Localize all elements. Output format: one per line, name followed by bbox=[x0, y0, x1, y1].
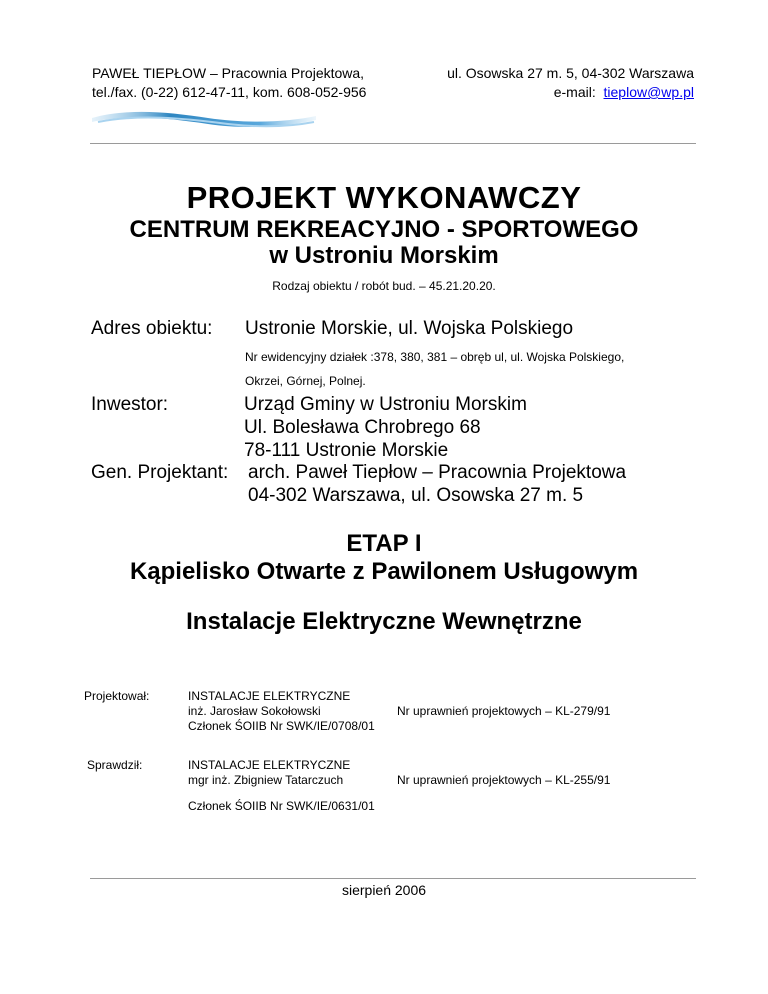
stage-scope: Instalacje Elektryczne Wewnętrzne bbox=[186, 608, 582, 635]
wave-logo-icon bbox=[88, 104, 318, 132]
checked-name: mgr inż. Zbigniew Tatarczuch bbox=[188, 773, 344, 787]
header-contact bbox=[447, 64, 694, 102]
address-label: Adres obiektu: bbox=[91, 318, 213, 339]
header-address: ul. Osowska 27 m. 5, 04-302 Warszawa bbox=[447, 65, 694, 81]
object-type: Rodzaj obiektu / robót bud. – 45.21.20.20. bbox=[272, 279, 496, 293]
header-company bbox=[92, 64, 366, 102]
designer-name: arch. Paweł Tiepłow – Pracownia Projektowa bbox=[248, 462, 627, 483]
email-label: e-mail: bbox=[553, 84, 596, 100]
investor-name: Urząd Gminy w Ustroniu Morskim bbox=[244, 394, 527, 415]
designed-name: inż. Jarosław Sokołowski bbox=[188, 704, 321, 718]
investor-label: Inwestor: bbox=[91, 394, 169, 415]
parcel-streets: Okrzei, Górnej, Polnej. bbox=[245, 374, 366, 388]
header-divider bbox=[90, 143, 696, 144]
checked-member: Członek ŚOIIB Nr SWK/IE/0631/01 bbox=[188, 799, 375, 813]
designed-license: Nr uprawnień projektowych – KL-279/91 bbox=[397, 704, 611, 718]
investor-street: Ul. Bolesława Chrobrego 68 bbox=[244, 417, 481, 438]
checked-license: Nr uprawnień projektowych – KL-255/91 bbox=[397, 773, 611, 787]
designed-dept: INSTALACJE ELEKTRYCZNE bbox=[188, 689, 351, 703]
address-value: Ustronie Morskie, ul. Wojska Polskiego bbox=[245, 318, 574, 339]
stage-subtitle: Kąpielisko Otwarte z Pawilonem Usługowym bbox=[129, 558, 639, 585]
project-name: CENTRUM REKREACYJNO - SPORTOWEGO bbox=[129, 216, 639, 243]
stage-title: ETAP I bbox=[346, 530, 422, 557]
project-location: w Ustroniu Morskim bbox=[269, 242, 499, 269]
document-date: sierpień 2006 bbox=[341, 882, 427, 898]
header-company-phone: tel./fax. (0-22) 612-47-11, kom. 608-052-956 bbox=[92, 84, 367, 100]
header-email-row bbox=[447, 83, 694, 102]
parcel-numbers: Nr ewidencyjny działek :378, 380, 381 – obręb ul, ul. Wojska Polskiego, bbox=[245, 350, 625, 364]
document-title: PROJEKT WYKONAWCZY bbox=[186, 180, 582, 215]
checked-label: Sprawdził: bbox=[87, 758, 143, 772]
footer-divider bbox=[90, 878, 696, 879]
email-link[interactable]: tieplow@wp.pl bbox=[603, 84, 694, 100]
checked-dept: INSTALACJE ELEKTRYCZNE bbox=[188, 758, 351, 772]
designer-label: Gen. Projektant: bbox=[91, 462, 229, 483]
designed-member: Członek ŚOIIB Nr SWK/IE/0708/01 bbox=[188, 719, 375, 733]
designed-label: Projektował: bbox=[84, 689, 150, 703]
designer-address: 04-302 Warszawa, ul. Osowska 27 m. 5 bbox=[248, 485, 584, 506]
header-company-name: PAWEŁ TIEPŁOW – Pracownia Projektowa, bbox=[92, 65, 365, 81]
investor-city: 78-111 Ustronie Morskie bbox=[244, 440, 449, 461]
